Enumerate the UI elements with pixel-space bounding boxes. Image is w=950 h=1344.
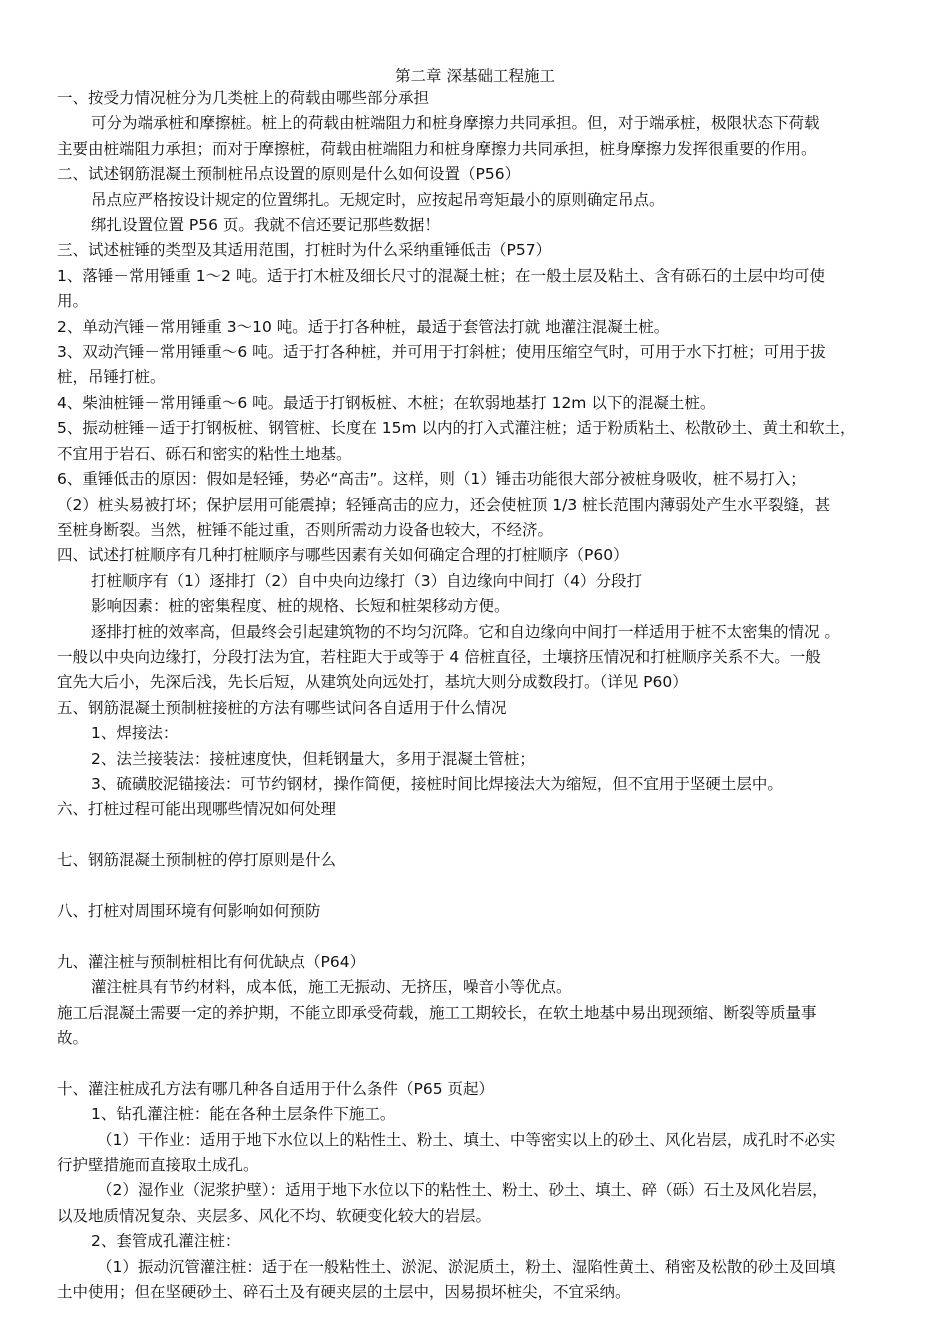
text-line: 吊点应严格按设计规定的位置绑扎。无规定时，应按起吊弯矩最小的原则确定吊点。 — [91, 190, 665, 209]
chapter-title: 第二章 深基础工程施工 — [395, 67, 555, 85]
text-line: 3、双动汽锤－常用锤重～6 吨。适于打各种桩，并可用于打斜桩；使用压缩空气时，可用于水下打桩；可用于拔 — [57, 343, 826, 362]
text-line: 逐排打桩的效率高，但最终会引起建筑物的不均匀沉降。它和自边缘向中间打一样适用于桩不太密集的情况 。 — [91, 622, 840, 641]
text-line: 2、法兰接装法：接桩速度快，但耗钢量大，多用于混凝土管桩； — [91, 749, 535, 768]
text-line: 主要由桩端阻力承担；而对于摩擦桩，荷载由桩端阻力和桩身摩擦力共同承担，桩身摩擦力发挥很重要的作用。 — [57, 139, 817, 158]
text-line: 七、钢筋混凝土预制桩的停打原则是什么 — [57, 851, 337, 870]
text-line: 八、打桩对周围环境有何影响如何预防 — [57, 901, 321, 920]
text-line: 至桩身断裂。当然，桩锤不能过重，否则所需动力设备也较大，不经济。 — [57, 520, 554, 539]
text-line: 施工后混凝土需要一定的养护期，不能立即承受荷载，施工工期较长，在软土地基中易出现颈缩、断裂等质量事 — [57, 1003, 817, 1022]
text-line: 桩，吊锤打桩。 — [57, 368, 166, 387]
text-line: 故。 — [57, 1028, 89, 1047]
text-line: 2、单动汽锤－常用锤重 3～10 吨。适于打各种桩，最适于套管法打就 地灌注混凝土桩。 — [57, 317, 670, 336]
text-line: 用。 — [57, 292, 89, 311]
text-line: （1）振动沉管灌注桩：适于在一般粘性土、淤泥、淤泥质土，粉土、湿陷性黄土、稍密及松散的砂土及回填 — [97, 1257, 836, 1276]
text-line: 2、套管成孔灌注桩： — [91, 1232, 241, 1251]
text-line: 5、振动桩锤－适于打钢板桩、钢管桩、长度在 15m 以内的打入式灌注桩；适于粉质粘土、松散砂土、黄土和软土， — [57, 419, 856, 438]
text-line: （2）湿作业（泥浆护壁）：适用于地下水位以下的粘性土、粉土、砂土、填土、碎（砾）石土及风化岩层， — [97, 1181, 828, 1200]
text-line: 1、钻孔灌注桩：能在各种土层条件下施工。 — [91, 1105, 396, 1124]
text-line: 三、试述桩锤的类型及其适用范围，打桩时为什么采纳重锤低击（P57） — [57, 241, 552, 260]
blank-line — [57, 874, 902, 899]
text-line: （1）干作业：适用于地下水位以上的粘性土、粉土、填土、中等密实以上的砂土、风化岩层，成孔时不必实 — [97, 1130, 836, 1149]
text-line: 五、钢筋混凝土预制桩接桩的方法有哪些试问各自适用于什么情况 — [57, 698, 507, 717]
document-body — [57, 86, 902, 1305]
text-line: 十、灌注桩成孔方法有哪几种各自适用于什么条件（P65 页起） — [57, 1079, 494, 1098]
text-line: 二、试述钢筋混凝土预制桩吊点设置的原则是什么如何设置（P56） — [57, 165, 521, 184]
text-line: 1、落锤－常用锤重 1～2 吨。适于打木桩及细长尺寸的混凝土桩；在一般土层及粘土、含有砾石的土层中均可使 — [57, 266, 825, 285]
text-line: 一、按受力情况桩分为几类桩上的荷载由哪些部分承担 — [57, 89, 430, 107]
text-line: 六、打桩过程可能出现哪些情况如何处理 — [57, 800, 337, 819]
text-line: 行护壁措施而直接取土成孔。 — [57, 1156, 259, 1174]
text-line: （2）桩头易被打坏；保护层用可能震掉；轻锤高击的应力，还会使桩顶 1/3 桩长范围内薄弱处产生水平裂缝，甚 — [57, 495, 831, 514]
text-line: 打桩顺序有（1）逐排打（2）自中央向边缘打（3）自边缘向中间打（4）分段打 — [91, 571, 642, 590]
blank-line — [57, 1051, 902, 1076]
text-line: 6、重锤低击的原因：假如是轻锤，势必“高击”。这样，则（1）锤击功能很大部分被桩身吸收，桩不易打入； — [57, 470, 806, 489]
blank-line — [57, 823, 902, 848]
text-line: 4、柴油桩锤－常用锤重～6 吨。最适于打钢板桩、木桩；在软弱地基打 12m 以下的混凝土桩。 — [57, 393, 716, 412]
text-line: 绑扎设置位置 P56 页。我就不信还要记那些数据！ — [91, 216, 440, 235]
text-line: 影响因素：桩的密集程度、桩的规格、长短和桩架移动方便。 — [91, 597, 510, 616]
text-line: 以及地质情况复杂、夹层多、风化不均、软硬变化较大的岩层。 — [57, 1206, 492, 1225]
blank-line — [57, 924, 902, 949]
text-line: 1、焊接法： — [91, 724, 179, 743]
text-line: 土中使用；但在坚硬砂土、碎石土及有硬夹层的土层中，因易损坏桩尖，不宜采纳。 — [57, 1283, 631, 1302]
text-line: 四、试述打桩顺序有几种打桩顺序与哪些因素有关如何确定合理的打桩顺序（P60） — [57, 546, 629, 565]
text-line: 九、灌注桩与预制桩相比有何优缺点（P64） — [57, 952, 366, 971]
text-line: 可分为端承桩和摩擦桩。桩上的荷载由桩端阻力和桩身摩擦力共同承担。但，对于端承桩，极限状态下荷载 — [91, 114, 820, 133]
text-line: 一般以中央向边缘打，分段打法为宜，若柱距大于或等于 4 倍桩直径，土壤挤压情况和打桩顺序关系不大。一般 — [57, 647, 821, 666]
text-line: 不宜用于岩石、砾石和密实的粘性土地基。 — [57, 444, 352, 463]
text-line: 3、硫磺胶泥锚接法：可节约钢材，操作简便，接桩时间比焊接法大为缩短，但不宜用于坚硬土层中。 — [91, 774, 783, 793]
text-line: 灌注桩具有节约材料，成本低，施工无振动、无挤压，噪音小等优点。 — [91, 978, 572, 997]
text-line: 宜先大后小，先深后浅，先长后短，从建筑处向远处打，基坑大则分成数段打。（详见 P60） — [57, 673, 688, 692]
